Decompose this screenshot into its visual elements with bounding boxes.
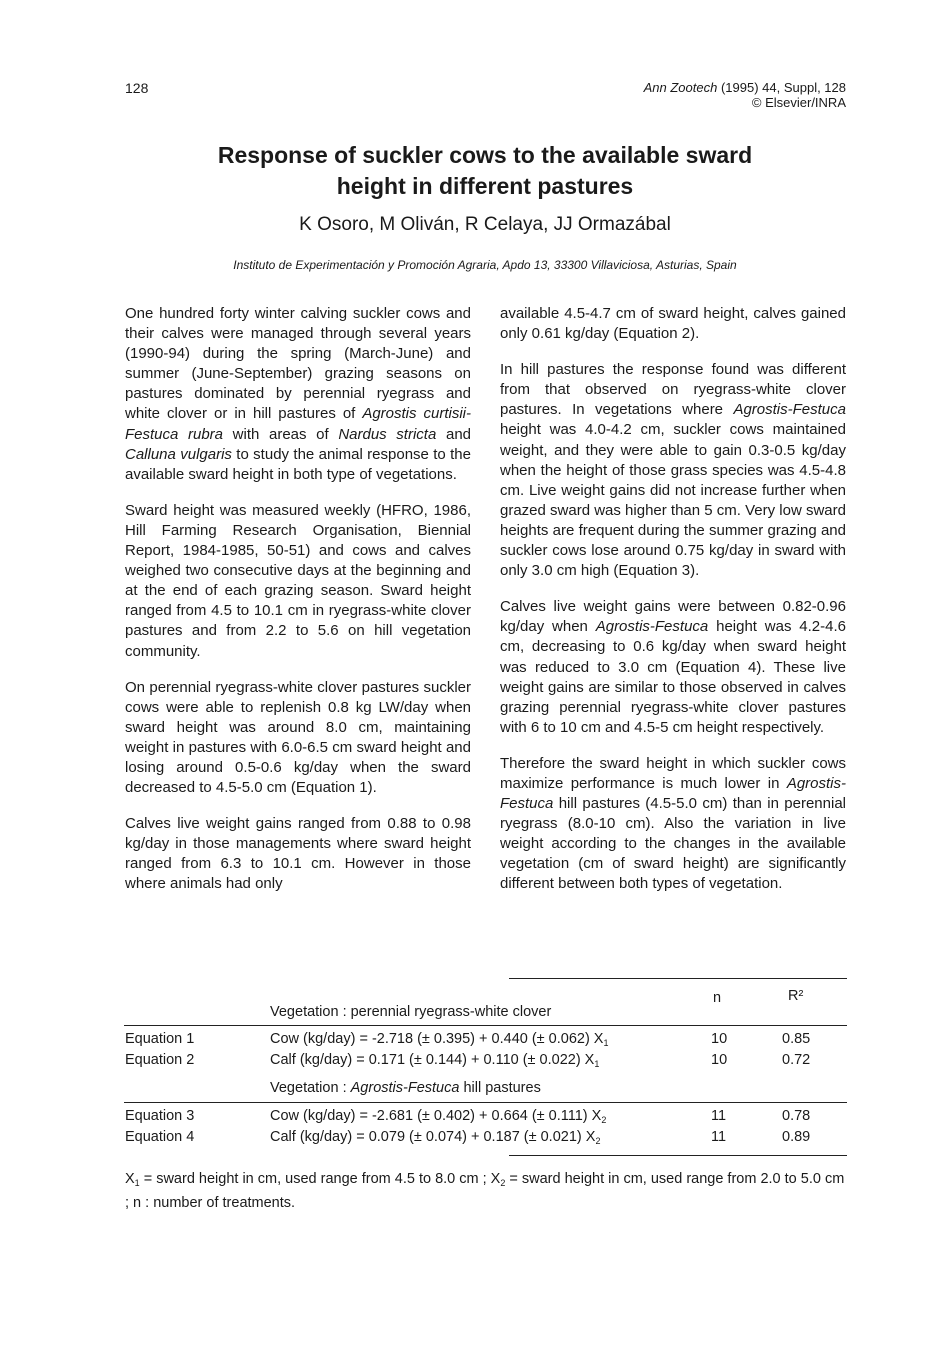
right-column	[500, 304, 846, 911]
page-number: 128	[125, 80, 149, 96]
equation-2-n: 10	[711, 1052, 728, 1068]
equation-3-n: 11	[711, 1108, 727, 1124]
equation-4-label: Equation 4	[125, 1129, 195, 1145]
group-2-rule	[124, 1102, 847, 1103]
journal-name: Ann Zootech	[643, 80, 718, 95]
group-2-label: Vegetation : Agrostis-Festuca hill pastures	[270, 1080, 541, 1096]
paragraph-7: Calves live weight gains were between 0.82-0.96 kg/day when Agrostis-Festuca height was 4.2-4.6 cm, decreasing to 0.6 kg/day when sward height was reduced to 3.0 cm (Equation 4). These live weight gains are similar to those observed in calves grazing perennial ryegrass-white clover pastures with 6 to 10 cm and 4.5-5 cm height respectively.	[500, 598, 846, 736]
table-footnote: $X_1$ = sward height in cm, used range from 4.5 to 8.0 cm ; $X_2$ = sward height in cm, used range from 2.0 to 5.0 cm ; n : number of treatments.	[125, 1171, 845, 1211]
title-line-1: Response of suckler cows to the available sward	[217, 142, 753, 168]
equation-4-formula: Calf (kg/day) = 0.079 (± 0.074) + 0.187 (± 0.021) $X_2$	[270, 1129, 601, 1146]
equation-3-r2: 0.78	[782, 1108, 811, 1124]
equation-2-r2: 0.72	[782, 1052, 811, 1068]
equation-3-label: Equation 3	[125, 1108, 195, 1124]
table-bottom-rule	[509, 1155, 847, 1156]
equation-3-formula: Cow (kg/day) = -2.681 (± 0.402) + 0.664 (± 0.111) $X_2$	[270, 1108, 607, 1125]
paragraph-4: Calves live weight gains ranged from 0.88 to 0.98 kg/day in those managements where sward height ranged from 6.3 to 10.1 cm. However in those where animals had only	[125, 815, 471, 893]
group-1-label: Vegetation : perennial ryegrass-white clover	[270, 1004, 552, 1020]
paragraph-5: available 4.5-4.7 cm of sward height, calves gained only 0.61 kg/day (Equation 2).	[500, 305, 846, 343]
paragraph-3: On perennial ryegrass-white clover pastures suckler cows were able to replenish 0.8 kg LW/day when sward height was around 8.0 cm, maintaining weight in pastures with 6.0-6.5 cm sward height and losing around 0.5-0.6 kg/day when the sward decreased to 4.5-5.0 cm (Equation 1).	[125, 678, 471, 797]
paragraph-1: One hundred forty winter calving suckler cows and their calves were managed through several years (1990-94) during the spring (March-June) and summer (June-September) grazing seasons on pastures dominated by perennial ryegrass and white clover or in hill pastures of Agrostis curtisii-Festuca rubra with areas of Nardus stricta and Calluna vulgaris to study the animal response to the available sward height in both type of vegetations.	[125, 305, 471, 483]
header-n: n	[713, 990, 722, 1006]
equation-1-n: 10	[711, 1031, 728, 1047]
paragraph-6: In hill pastures the response found was different from that observed on ryegrass-white clover pastures. In vegetations where Agrostis-Festuca height was 4.0-4.2 cm, suckler cows maintained weight, and they were able to gain 0.3-0.5 kg/day when the height of those grass species was 4.5-4.8 cm. Live weight gains did not increase further when grazed sward was higher than 5 cm. Very low sward heights are frequent during the summer grazing and suckler cows lose around 0.75 kg/day in sward with only 3.0 cm high (Equation 3).	[500, 361, 846, 580]
journal-citation	[560, 80, 846, 110]
paper-title	[120, 140, 850, 202]
header-r2: R²	[788, 988, 804, 1004]
paragraph-2: Sward height was measured weekly (HFRO, 1986, Hill Farming Research Organisation, Biennial Report, 1984-1985, 50-51) and cows and calves weighed two consecutive days at the beginning and at the end of each grazing season. Sward height ranged from 4.5 to 10.1 cm in ryegrass-white clover pastures and from 2.2 to 5.6 on hill vegetation community.	[125, 501, 471, 660]
equation-4-n: 11	[711, 1129, 727, 1145]
left-column	[125, 304, 471, 911]
equation-2-formula: Calf (kg/day) = 0.171 (± 0.144) + 0.110 (± 0.022) $X_1$	[270, 1052, 600, 1069]
table-top-rule	[509, 978, 847, 979]
paragraph-8: Therefore the sward height in which suckler cows maximize performance is much lower in Agrostis-Festuca hill pastures (4.5-5.0 cm) than in perennial ryegrass (8.0-10 cm). Also the variation in live weight according to the changes in the available vegetation (cm of sward height) are significantly different between both types of vegetation.	[500, 754, 846, 893]
equation-1-r2: 0.85	[782, 1031, 811, 1047]
equation-4-r2: 0.89	[782, 1129, 811, 1145]
title-line-2: height in different pastures	[336, 173, 634, 199]
journal-volume: (1995) 44, Suppl, 128	[720, 80, 846, 95]
equation-1-formula: Cow (kg/day) = -2.718 (± 0.395) + 0.440 (± 0.062) $X_1$	[270, 1031, 609, 1048]
equation-2-label: Equation 2	[125, 1052, 195, 1068]
authors: K Osoro, M Oliván, R Celaya, JJ Ormazábal	[299, 214, 671, 235]
affiliation: Instituto de Experimentación y Promoción Agraria, Apdo 13, 33300 Villaviciosa, Asturias, Spain	[233, 258, 737, 272]
copyright: © Elsevier/INRA	[751, 95, 846, 110]
equation-1-label: Equation 1	[125, 1031, 195, 1047]
group-1-rule	[124, 1025, 847, 1026]
